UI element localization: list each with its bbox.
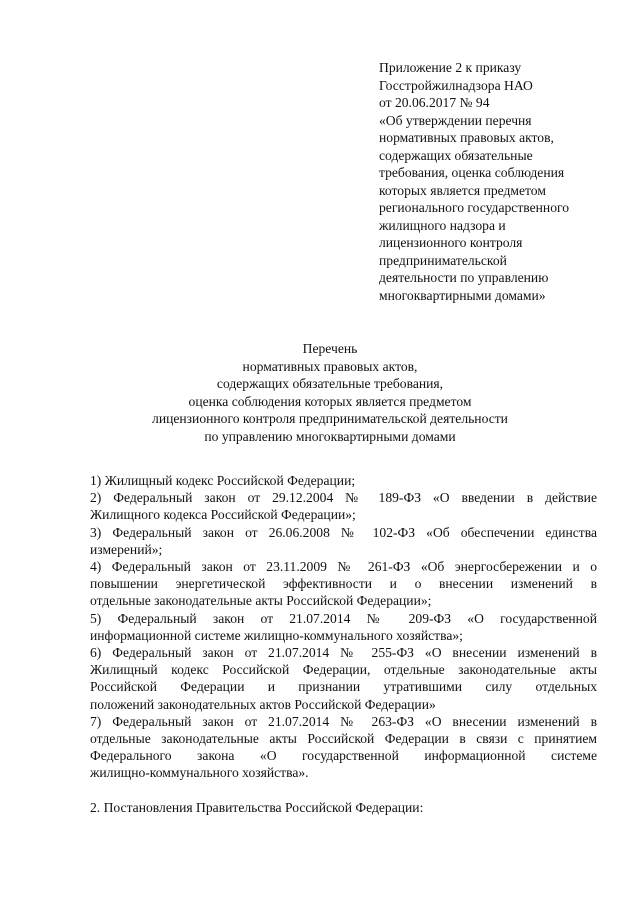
- appendix-line: многоквартирными домами»: [379, 287, 546, 303]
- appendix-note: [379, 59, 619, 304]
- act-line: повышении энергетической эффективности и о внесении изменений в: [90, 576, 597, 592]
- act-line: Жилищного кодекса Российской Федерации»;: [90, 507, 356, 523]
- act-item-3: [90, 524, 597, 558]
- act-line: 2) Федеральный закон от 29.12.2004 № 189-ФЗ «О введении в действие: [90, 490, 597, 506]
- act-line: информационной системе жилищно-коммунального хозяйства»;: [90, 627, 463, 643]
- appendix-line: нормативных правовых актов,: [379, 130, 554, 145]
- act-line: 6) Федеральный закон от 21.07.2014 № 255-ФЗ «О внесении изменений в: [90, 645, 597, 661]
- appendix-line: предпринимательской: [379, 252, 507, 268]
- act-item-4: [90, 558, 597, 610]
- act-line: 5) Федеральный закон от 21.07.2014 № 209-ФЗ «О государственной: [90, 610, 597, 626]
- appendix-line: Приложение 2 к приказу: [379, 60, 522, 75]
- appendix-line: Госстройжилнадзора НАО: [379, 77, 533, 93]
- section-2-title: 2. Постановления Правительства Российской Федерации:: [90, 800, 424, 815]
- act-line: 7) Федеральный закон от 21.07.2014 № 263-ФЗ «О внесении изменений в: [90, 713, 597, 729]
- appendix-line: от 20.06.2017 № 94: [379, 95, 490, 110]
- heading-line: содержащих обязательные требования,: [216, 376, 444, 391]
- act-line: измерений»;: [90, 541, 163, 557]
- act-item-5: [90, 610, 597, 644]
- act-line: отдельные законодательные акты Российской Федерации»;: [90, 593, 432, 609]
- act-line: Жилищный кодекс Российской Федерации, отдельные законодательные акты: [90, 662, 597, 678]
- act-line: 1) Жилищный кодекс Российской Федерации;: [90, 473, 356, 488]
- act-item-1: [90, 472, 597, 489]
- heading-line: лицензионного контроля предпринимательской деятельности: [152, 411, 508, 426]
- act-item-7: [90, 713, 597, 782]
- document-heading: [90, 340, 570, 445]
- heading-line: по управлению многоквартирными домами: [204, 428, 456, 444]
- act-item-6: [90, 644, 597, 713]
- heading-line: нормативных правовых актов,: [242, 358, 418, 374]
- appendix-line: «Об утверждении перечня: [379, 112, 532, 128]
- act-line: Федерального закона «О государственной информационной системе: [90, 748, 597, 764]
- appendix-line: требования, оценка соблюдения: [379, 165, 565, 180]
- heading-title: Перечень: [302, 341, 358, 356]
- heading-line: оценка соблюдения которых является предметом: [188, 393, 472, 409]
- act-line: положений законодательных актов Российской Федерации»: [90, 696, 436, 712]
- act-line: отдельные законодательные акты Российской Федерации в связи с принятием: [90, 731, 597, 747]
- act-line: жилищно-коммунального хозяйства».: [90, 765, 309, 781]
- appendix-line: регионального государственного: [379, 200, 570, 215]
- acts-list: [90, 472, 597, 782]
- act-line: Российской Федерации и признании утратившими силу отдельных: [90, 679, 597, 695]
- appendix-line: деятельности по управлению: [379, 270, 549, 285]
- act-item-2: [90, 489, 597, 523]
- appendix-line: которых является предметом: [379, 182, 546, 198]
- appendix-line: жилищного надзора и: [379, 217, 506, 233]
- appendix-line: содержащих обязательные: [379, 147, 533, 163]
- act-line: 4) Федеральный закон от 23.11.2009 № 261-ФЗ «Об энергосбережении и о: [90, 559, 597, 575]
- appendix-line: лицензионного контроля: [379, 235, 523, 250]
- act-line: 3) Федеральный закон от 26.06.2008 № 102-ФЗ «Об обеспечении единства: [90, 524, 597, 540]
